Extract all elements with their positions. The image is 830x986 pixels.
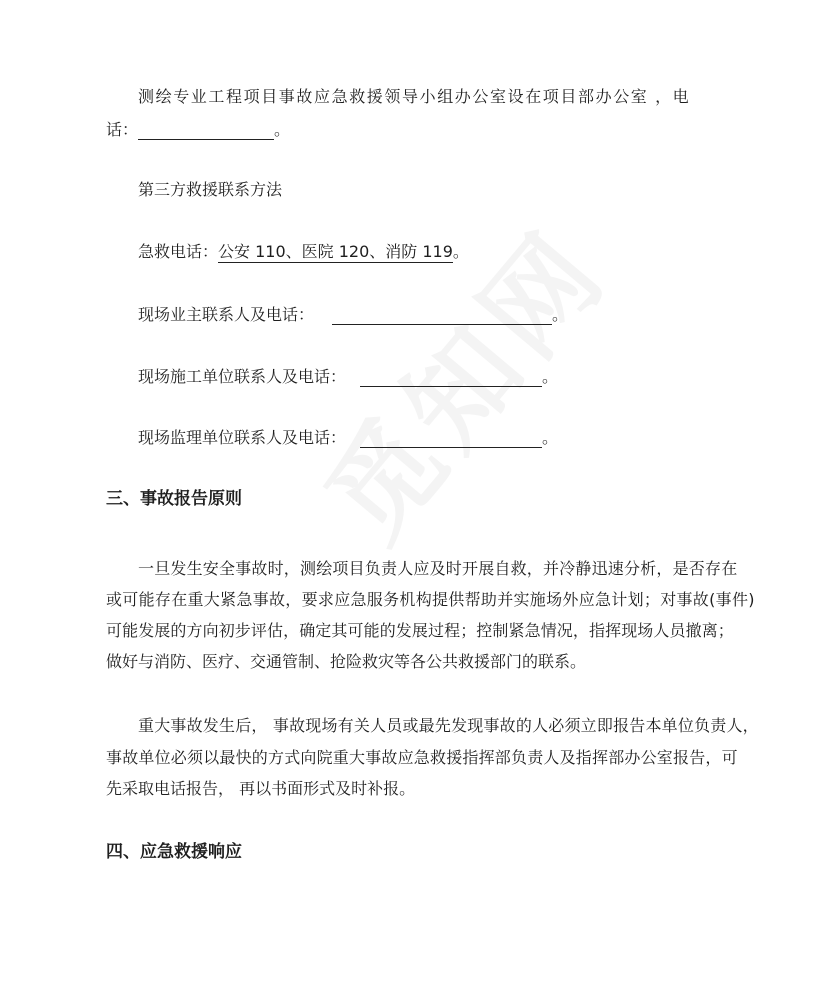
section-3-p1-line-2: 或可能存在重大紧急事故，要求应急服务机构提供帮助并实施场外应急计划；对事故(事件)	[106, 590, 755, 609]
section-3-heading: 三、事故报告原则	[106, 489, 242, 509]
emergency-value: 公安 110、医院 120、消防 119	[218, 242, 453, 261]
emergency-label: 急救电话：	[138, 242, 219, 261]
contractor-label: 现场施工单位联系人及电话：	[138, 367, 347, 386]
supervisor-label: 现场监理单位联系人及电话：	[138, 428, 347, 447]
contractor-blank[interactable]	[360, 368, 542, 387]
section-3-p1-line-1: 一旦发生安全事故时，测绘项目负责人应及时开展自救，并冷静迅速分析，是否存在	[138, 559, 738, 578]
period: 。	[542, 367, 559, 386]
section-3-p2-line-1: 重大事故发生后， 事故现场有关人员或最先发现事故的人必须立即报告本单位负责人，	[138, 716, 759, 735]
phone-blank[interactable]	[138, 121, 274, 140]
period: 。	[552, 305, 569, 324]
emergency-line	[138, 242, 469, 262]
supervisor-blank[interactable]	[360, 429, 542, 448]
section-3-p2-line-3: 先采取电话报告， 再以书面形式及时补报。	[106, 779, 416, 798]
period: 。	[452, 242, 469, 261]
supervisor-contact-line	[138, 428, 558, 448]
office-line-2	[106, 120, 290, 140]
office-line-1: 测绘专业工程项目事故应急救援领导小组办公室设在项目部办公室 ，电	[138, 87, 691, 106]
period: 。	[274, 120, 291, 139]
section-4-heading: 四、应急救援响应	[106, 842, 242, 862]
owner-blank[interactable]	[332, 306, 552, 325]
owner-label: 现场业主联系人及电话：	[138, 305, 315, 324]
section-3-p1-line-3: 可能发展的方向初步评估，确定其可能的发展过程；控制紧急情况，指挥现场人员撤离；	[106, 621, 734, 640]
section-3-p2-line-2: 事故单位必须以最快的方式向院重大事故应急救援指挥部负责人及指挥部办公室报告，可	[106, 748, 738, 767]
phone-label: 话：	[106, 120, 139, 139]
owner-contact-line	[138, 305, 568, 325]
contractor-contact-line	[138, 367, 558, 387]
period: 。	[542, 428, 559, 447]
third-party-title: 第三方救援联系方法	[138, 180, 283, 199]
section-3-p1-line-4: 做好与消防、医疗、交通管制、抢险救灾等各公共救援部门的联系。	[106, 652, 587, 671]
